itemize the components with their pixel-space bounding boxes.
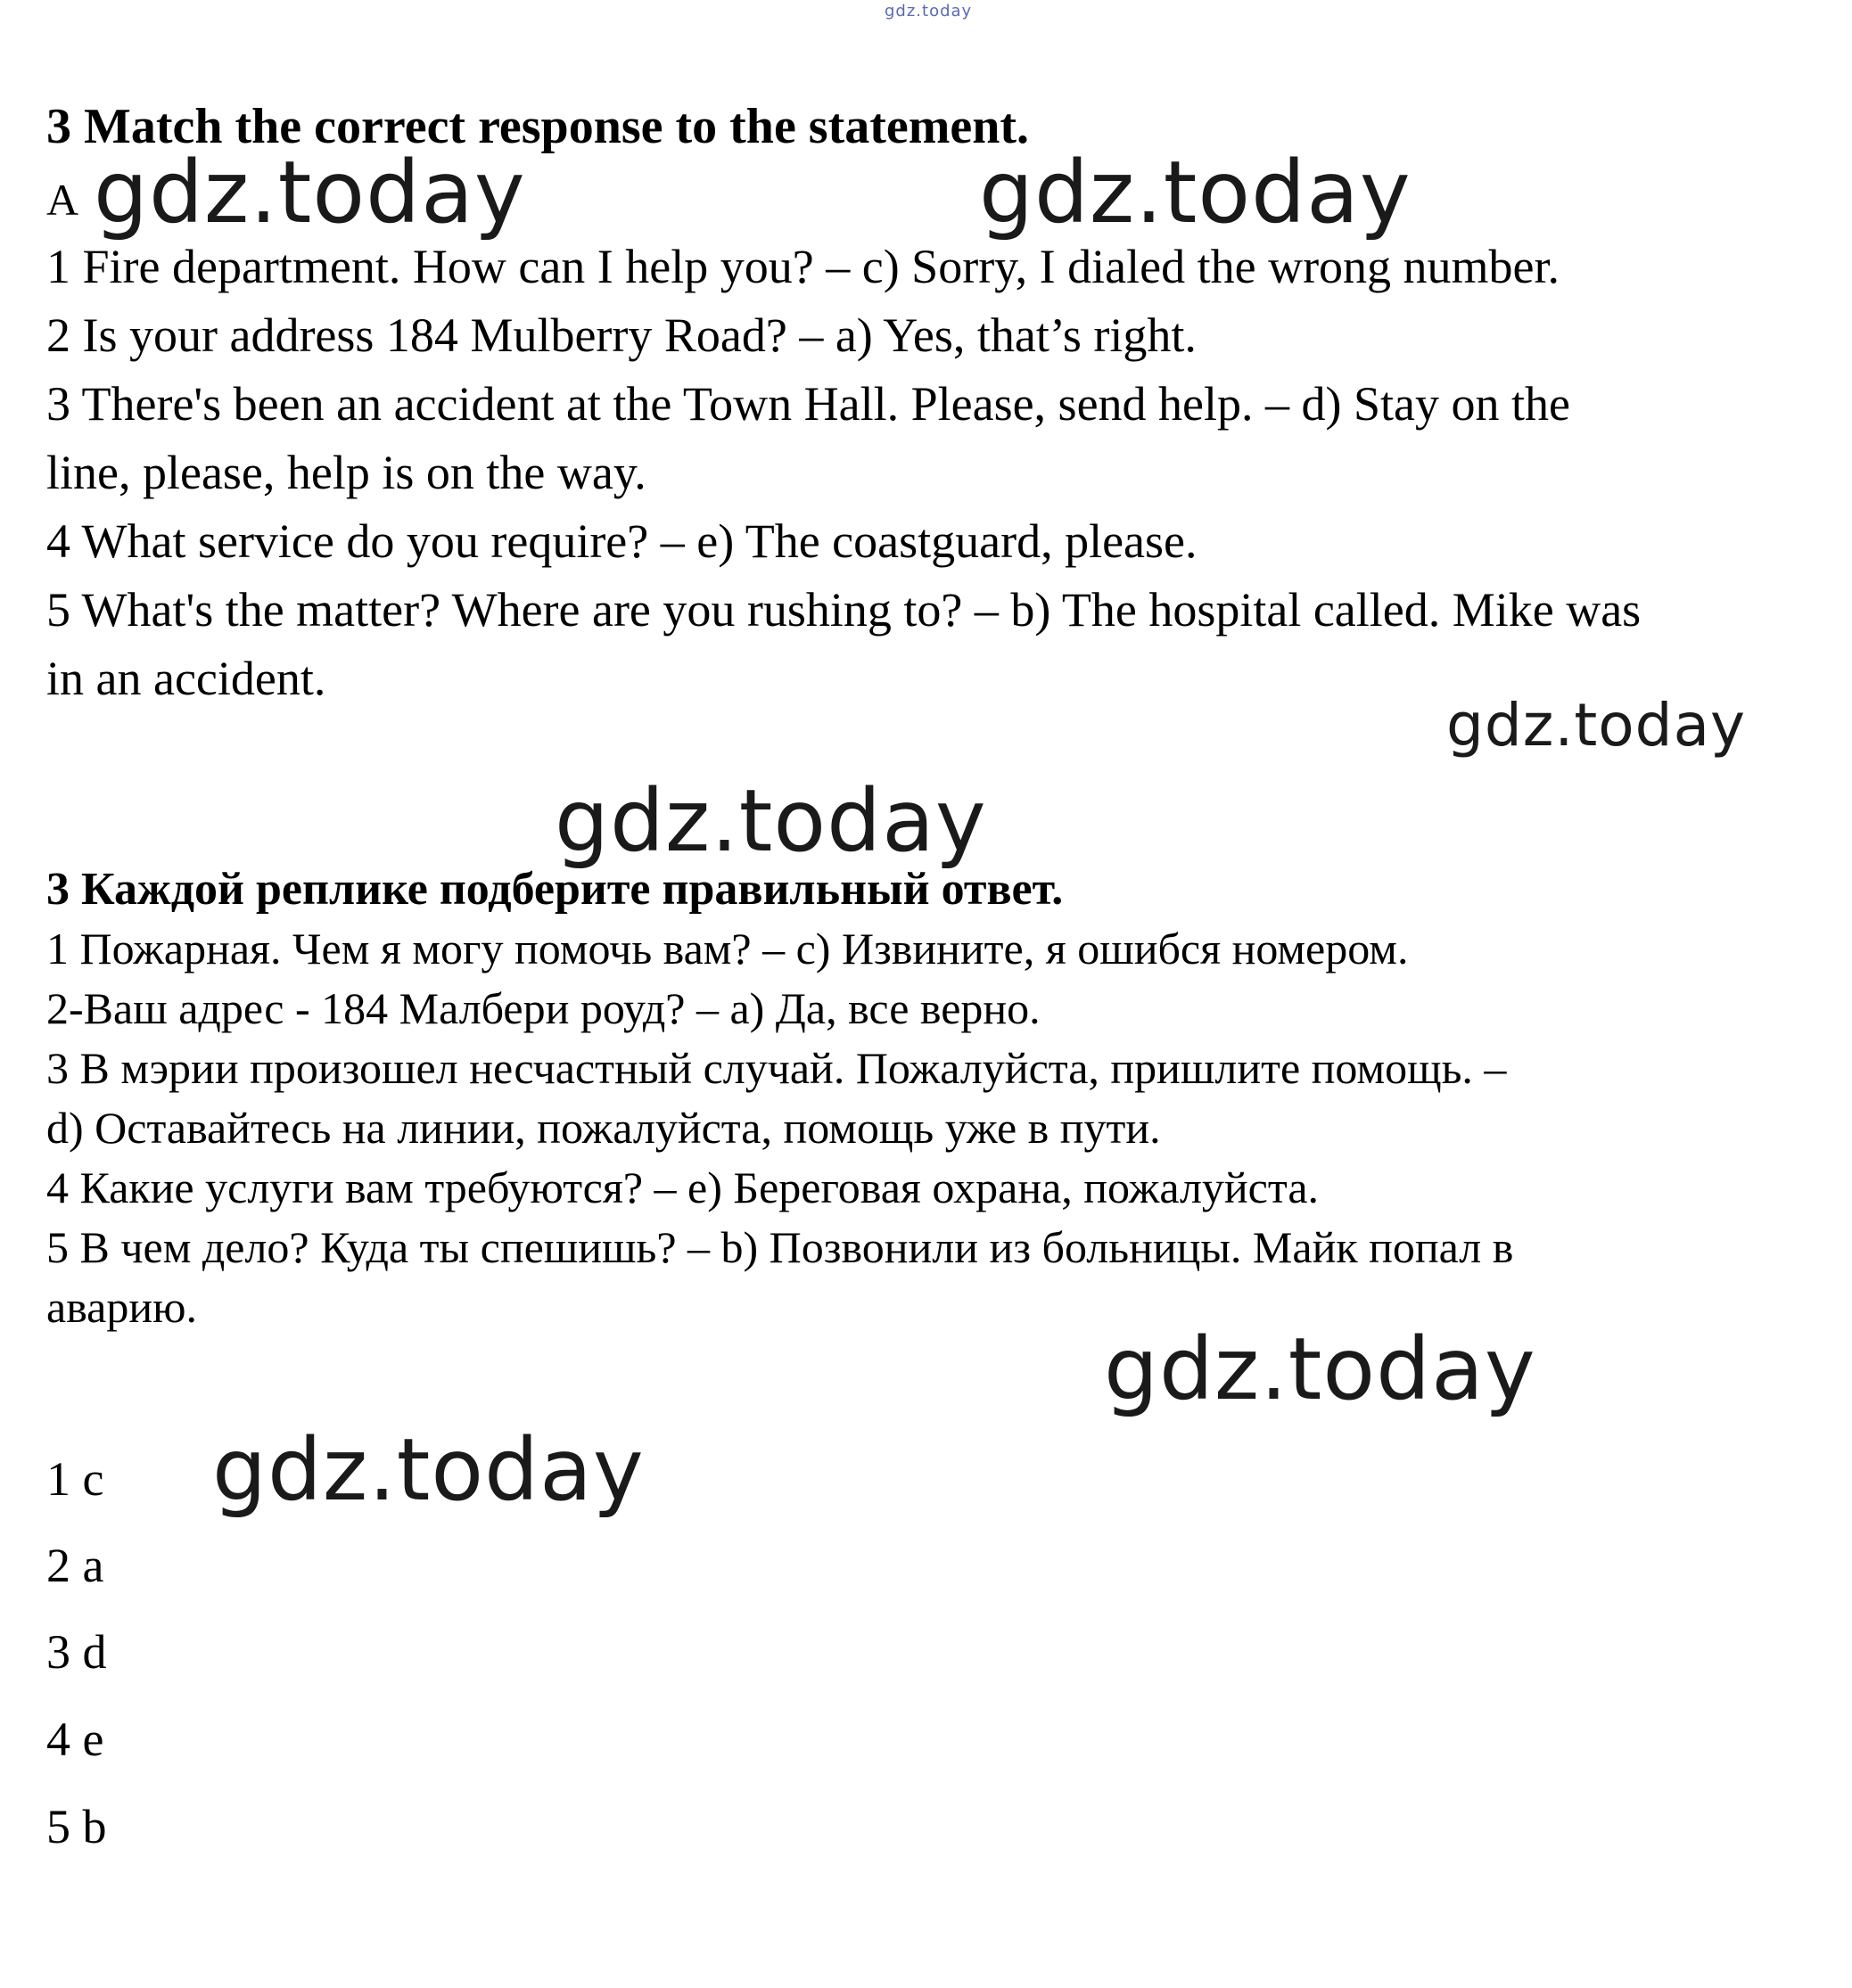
english-line-2: 2 Is your address 184 Mulberry Road? – a) Yes, that’s right.: [46, 308, 1197, 362]
answer-1: 1 c: [46, 1452, 104, 1506]
english-line-5: 5 What's the matter? Where are you rushing to? – b) The hospital called. Mike was: [46, 583, 1642, 637]
watermark: gdz.today: [94, 143, 526, 242]
english-line-4: 4 What service do you require? – e) The coastguard, please.: [46, 514, 1198, 568]
watermark: gdz.today: [555, 771, 987, 871]
answer-5: 5 b: [46, 1800, 107, 1853]
russian-line-2: 2-Ваш адрес - 184 Малбери роуд? – a) Да, все верно.: [46, 983, 1041, 1033]
russian-line-4: 4 Какие услуги вам требуются? – e) Береговая охрана, пожалуйста.: [46, 1162, 1320, 1212]
russian-line-3: 3 В мэрии произошел несчастный случай. Пожалуйста, пришлите помощь. –: [46, 1043, 1507, 1093]
watermark: gdz.today: [979, 143, 1412, 242]
english-line-5-cont: in an accident.: [46, 652, 326, 705]
russian-line-3-cont: d) Оставайтесь на линии, пожалуйста, помощь уже в пути.: [46, 1103, 1161, 1153]
watermark-top: gdz.today: [885, 2, 973, 21]
watermark: gdz.today: [1104, 1319, 1536, 1419]
english-heading: 3 Match the correct response to the statement.: [46, 99, 1030, 154]
english-line-3-cont: line, please, help is on the way.: [46, 446, 646, 499]
english-line-1: 1 Fire department. How can I help you? – c) Sorry, I dialed the wrong number.: [46, 240, 1560, 293]
russian-line-1: 1 Пожарная. Чем я могу помочь вам? – c) Извините, я ошибся номером.: [46, 924, 1409, 973]
section-label-a: A: [46, 175, 79, 225]
answer-2: 2 a: [46, 1539, 104, 1592]
english-line-3: 3 There's been an accident at the Town Hall. Please, send help. – d) Stay on the: [46, 377, 1570, 431]
answer-4: 4 e: [46, 1713, 104, 1766]
russian-line-5: 5 В чем дело? Куда ты спешишь? – b) Позвонили из больницы. Майк попал в: [46, 1222, 1514, 1272]
answer-3: 3 d: [46, 1625, 107, 1679]
russian-heading: 3 Каждой реплике подберите правильный ответ.: [46, 864, 1064, 915]
watermark: gdz.today: [212, 1420, 645, 1520]
watermark: gdz.today: [1446, 691, 1747, 760]
russian-line-5-cont: аварию.: [46, 1282, 197, 1332]
